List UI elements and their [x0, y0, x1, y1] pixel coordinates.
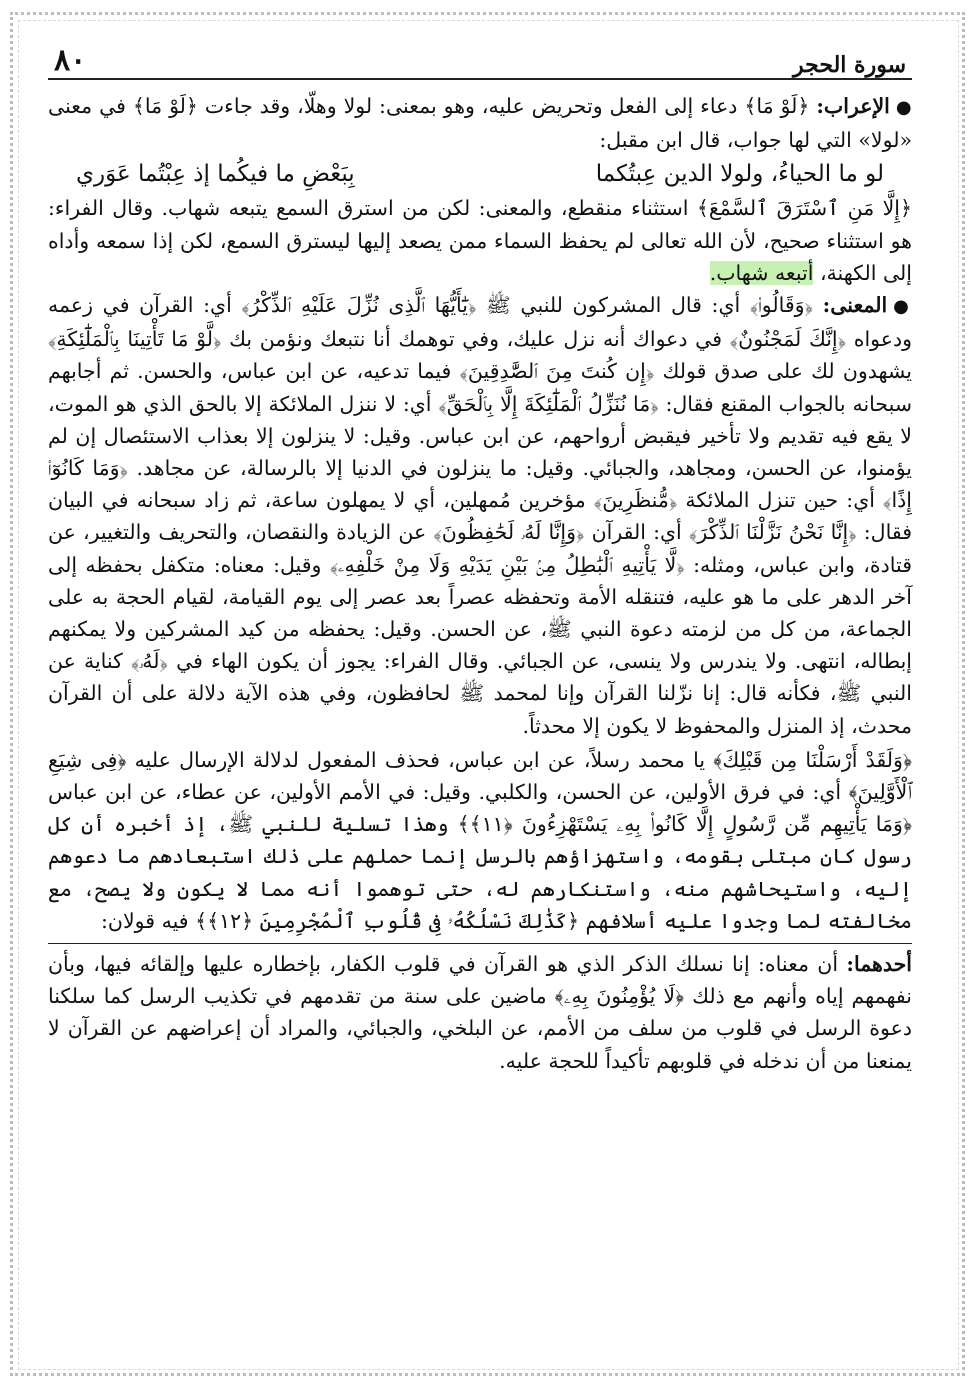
book-page: [48, 30, 912, 1077]
page-header: [48, 30, 912, 80]
bullet-icon: ●: [893, 296, 912, 318]
second-paragraph: [48, 744, 912, 937]
maana-paragraph: [48, 289, 912, 742]
poem-first-hemistich: لو ما الحياءُ، ولولا الدين عِبتُكما: [595, 161, 884, 188]
poem-verse: [48, 156, 912, 192]
maana-text: ﴿وَقَالُوا۟﴾ أي: قال المشركون للنبي ﷺ ﴿يَٰٓأَيُّهَا ٱلَّذِى نُزِّلَ عَلَيْهِ ٱلذِّكْرُ﴾ أي: القرآن في زعمه ودعواه ﴿إِنَّكَ لَمَجْنُونٌ﴾ في دعواك أنه نزل عليك، وفي توهمك أنا نتبعك ونؤمن بك ﴿لَّوْ مَا تَأْتِينَا بِٱلْمَلَٰٓئِكَةِ﴾ يشهدون لك على صدق قولك ﴿إِن كُنتَ مِنَ ٱلصَّٰدِقِينَ﴾ فيما تدعيه، عن ابن عباس، والحسن. ثم أجابهم سبحانه بالجواب المقنع فقال: ﴿مَا نُنَزِّلُ ٱلْمَلَٰٓئِكَةَ إِلَّا بِٱلْحَقِّ﴾ أي: لا ننزل الملائكة إلا بالحق الذي هو الموت، لا يقع فيه تقديم ولا تأخير فيقبض أرواحهم، عن ابن عباس. وقيل: لا ينزلون إلا بعذاب الاستئصال إن لم يؤمنوا، عن الحسن، ومجاهد، والجبائي. وقيل: ما ينزلون في الدنيا إلا بالرسالة، عن مجاهد. ﴿وَمَا كَانُوٓا۟ إِذًا﴾ أي: حين تنزل الملائكة ﴿مُّنظَرِينَ﴾ مؤخرين مُمهلين، أي لا يمهلون ساعة، ثم زاد سبحانه في البيان فقال: ﴿إِنَّا نَحْنُ نَزَّلْنَا ٱلذِّكْرَ﴾ أي: القرآن ﴿وَإِنَّا لَهُۥ لَحَٰفِظُونَ﴾ عن الزيادة والنقصان، والتحريف والتغيير، عن قتادة، وابن عباس، ومثله: ﴿لَّا يَأْتِيهِ ٱلْبَٰطِلُ مِنۢ بَيْنِ يَدَيْهِ وَلَا مِنْ خَلْفِهِۦ﴾ وقيل: معناه: متكفل بحفظه إلى آخر الدهر على ما هو عليه، فتنقله الأمة وتحفظه عصراً بعد عصر إلى يوم القيامة، لقيام الحجة به على الجماعة، من كل من لزمته دعوة النبي ﷺ، عن الحسن. وقيل: يحفظه من كيد المشركين ولا يمكنهم إبطاله، انتهى. ولا يندرس ولا ينسى، عن الجبائي. وقال الفراء: يجوز أن يكون الهاء في ﴿لَهُۥ﴾ كناية عن النبي ﷺ، فكأنه قال: إنا نزّلنا القرآن وإنا لمحمد ﷺ لحافظون، وفي هذه الآية دلالة على أن القرآن محدث، إذ المنزل والمحفوظ لا يكون إلا محدثاً.: [48, 293, 912, 738]
highlighted-text[interactable]: أتبعه شهاب.: [709, 260, 814, 285]
bullet-icon: ●: [895, 97, 912, 118]
irab-text: ﴿لَوْ مَا﴾ دعاء إلى الفعل وتحريض عليه، وهو بمعنى: لولا وهلّا، وقد جاءت ﴿لَوْ مَا﴾ في معنى «لولا» التي لها جواب، قال ابن مقبل:: [48, 94, 912, 153]
irab-heading: الإعراب:: [816, 94, 890, 118]
page-number: ٨٠: [54, 43, 87, 78]
ahaduhuma-text: أن معناه: إنا نسلك الذكر الذي هو القرآن في قلوب الكفار، بإخطاره عليها وإلقائه فيها، وبأن نفهمهم إياه وأنهم مع ذلك ﴿لَا يُؤْمِنُونَ بِهِۦ﴾ ماضين على سنة من تقدمهم في تكذيب الرسل كما سلكنا دعوة الرسل في قلوب من سلف من الأمم، عن البلخي، والجبائي، والمراد أن إعراضهم عن القرآن لا يمنعنا من أن ندخله في قلوبهم تأكيداً للحجة عليه.: [48, 952, 912, 1073]
second-paragraph-text: ﴿وَلَقَدْ أَرْسَلْنَا مِن قَبْلِكَ﴾ يا محمد رسلاً، عن ابن عباس، فحذف المفعول لدلالة الإرسال عليه ﴿فِى شِيَعِ ٱلْأَوَّلِينَ﴾ أي: في فرق الأولين، عن الحسن، والكلبي. وقيل: في الأمم الأولين، عن عطاء، عن ابن عباس ﴿وَمَا يَأْتِيهِم مِّن رَّسُولٍ إِلَّا كَانُوا۟ بِهِۦ يَسْتَهْزِءُونَ ﴿١١﴾﴾ وهذا تسلية للنبي ﷺ، إذ أخبره أن كل رسول كان مبتلى بقومه، واستهزاؤهم بالرسل إنما حملهم على ذلك استبعادهم ما دعوهم إليه، واستيحاشهم منه، واستنكارهم له، حتى توهموا أنه مما لا يكون ولا يصح، مع مخالفته لما وجدوا عليه أسلافهم ﴿كَذَٰلِكَ نَسْلُكُهُۥ فِى قُلُوبِ ٱلْمُجْرِمِينَ ﴿١٢﴾﴾ فيه قولان:: [48, 747, 912, 933]
surah-title: سورة الحجر: [793, 52, 906, 78]
irab-paragraph: [48, 90, 912, 156]
page-body: [48, 90, 912, 1077]
irab-text-2: ﴿إِلَّا مَنِ ٱسْتَرَقَ ٱلسَّمْعَ﴾ استثناء منقطع، والمعنى: لكن من استرق السمع يتبعه شهاب. وقال الفراء: هو استثناء صحيح، لأن الله تعالى لم يحفظ السماء ممن يصعد إليها ليسترق السمع، لكن إذا سمعه وأداه إلى الكهنة،: [48, 196, 912, 285]
maana-heading: المعنى:: [822, 293, 888, 318]
ahaduhuma-paragraph: [48, 948, 912, 1077]
irab-paragraph-2: [48, 192, 912, 289]
poem-second-hemistich: بِبَعْضِ ما فيكُما إذ عِبْتُما عَوَري: [76, 161, 355, 188]
ahaduhuma-heading: أحدهما:: [846, 952, 912, 977]
section-divider: [48, 943, 912, 944]
